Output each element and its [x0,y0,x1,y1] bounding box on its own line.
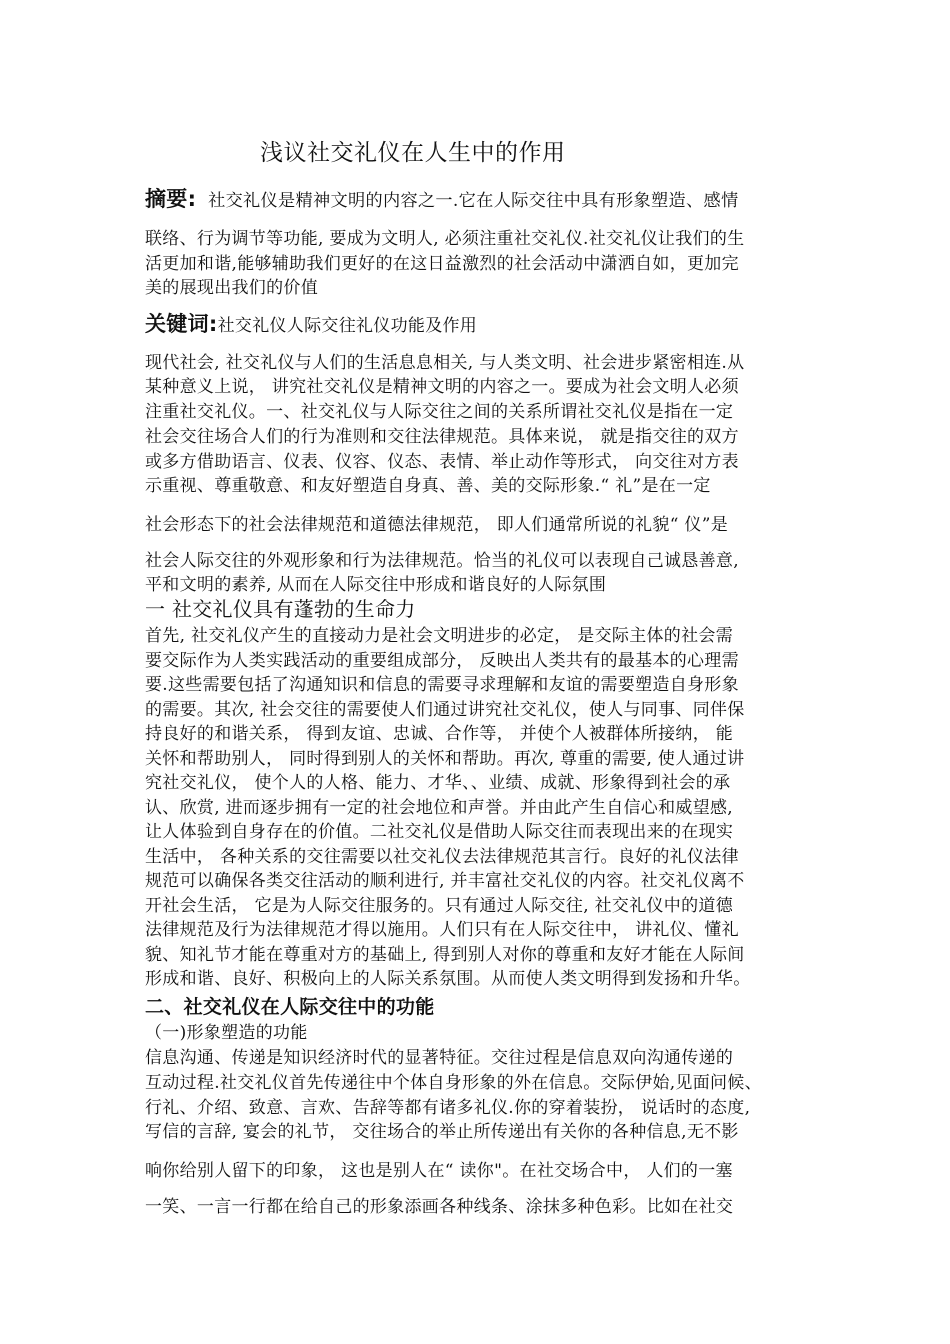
intro-line: 或多方借助语言、仪表、仪容、仪态、表情、举止动作等形式， 向交往对方表 [145,452,739,472]
intro-line: 平和文明的素养, 从而在人际交往中形成和谐良好的人际氛围 [145,575,607,595]
abstract-line-2: 联络、行为调节等功能, 要成为文明人, 必须注重社交礼仪.社交礼仪让我们的生 [145,229,745,249]
intro-line: 社会交往场合人们的行为准则和交往法律规范。具体来说， 就是指交往的双方 [145,427,739,447]
section1-heading: 一 社交礼仪具有蓬勃的生命力 [145,597,416,621]
section2-line: 互动过程.社交礼仪首先传递往中个体自身形象的外在信息。交际伊始,见面问候、 [145,1073,762,1093]
intro-line: 注重社交礼仪。一、社交礼仪与人际交往之间的关系所谓社交礼仪是指在一定 [145,402,734,422]
section1-line: 要.这些需要包括了沟通知识和信息的需要寻求理解和友谊的需要塑造自身形象 [145,675,739,695]
abstract-text-1: 社交礼仪是精神文明的内容之一.它在人际交往中具有形象塑造、感情 [208,191,739,211]
intro-line: 社会人际交往的外观形象和行为法律规范。恰当的礼仪可以表现自己诚恳善意, [145,551,739,571]
section1-line: 关怀和帮助别人， 同时得到别人的关怀和帮助。再次, 尊重的需要, 使人通过讲 [145,749,745,769]
section2-heading: 二、社交礼仪在人际交往中的功能 [145,996,435,1018]
section1-line: 让人体验到自身存在的价值。二社交礼仪是借助人际交往而表现出来的在现实 [145,822,734,842]
section1-line: 认、欣赏, 进而逐步拥有一定的社会地位和声誉。并由此产生自信心和威望感, [145,798,734,818]
section1-line: 的需要。其次, 社会交往的需要使人们通过讲究社交礼仪，使人与同事、同伴保 [145,700,745,720]
intro-line: 现代社会, 社交礼仪与人们的生活息息相关, 与人类文明、社会进步紧密相连.从 [145,353,745,373]
section1-line: 法律规范及行为法律规范才得以施用。人们只有在人际交往中， 讲礼仪、懂礼 [145,920,739,940]
abstract-line-4: 美的展现出我们的价值 [145,278,318,298]
section1-line: 首先, 社交礼仪产生的直接动力是社会文明进步的必定， 是交际主体的社会需 [145,626,734,646]
keywords-line [145,312,477,338]
intro-line: 示重视、尊重敬意、和友好塑造自身真、善、美的交际形象.“ 礼”是在一定 [145,476,711,496]
section1-line: 究社交礼仪， 使个人的人格、能力、才华、、业绩、成就、形象得到社会的承 [145,773,731,793]
section1-line: 持良好的和谐关系， 得到友谊、忠诚、合作等， 并使个人被群体所接纳， 能 [145,724,734,744]
section1-line: 开社会生活， 它是为人际交往服务的。只有通过人际交往, 社交礼仪中的道德 [145,896,734,916]
section2-line: 行礼、介绍、致意、言欢、告辞等都有诸多礼仪.你的穿着装扮， 说话时的态度, [145,1098,751,1118]
section2-line: 一笑、一言一行都在给自己的形象添画各种线条、涂抹多种色彩。比如在社交 [145,1197,734,1217]
section1-line: 形成和谐、良好、积极向上的人际关系氛围。从而使人类文明得到发扬和升华。 [145,969,751,989]
section2-line: 响你给别人留下的印象， 这也是别人在“ 读你"。在社交场合中， 人们的一塞 [145,1161,733,1181]
section1-line: 貌、知礼节才能在尊重对方的基础上, 得到别人对你的尊重和友好才能在人际间 [145,945,745,965]
intro-line: 某种意义上说， 讲究社交礼仪是精神文明的内容之一。要成为社会文明人必须 [145,377,739,397]
keywords-text: 社交礼仪人际交往礼仪功能及作用 [217,316,478,336]
abstract-line-1 [145,187,738,213]
abstract-line-3: 活更加和谐,能够辅助我们更好的在这日益激烈的社会活动中潇洒自如，更加完 [145,254,739,274]
section1-line: 生活中， 各种关系的交往需要以社交礼仪去法律规范其言行。良好的礼仪法律 [145,847,739,867]
section2-subheading: （一)形象塑造的功能 [145,1023,308,1043]
section2-line: 信息沟通、传递是知识经济时代的显著特征。交往过程是信息双向沟通传递的 [145,1048,734,1068]
document-title: 浅议社交礼仪在人生中的作用 [260,140,566,166]
section1-line: 规范可以确保各类交往活动的顺利进行, 并丰富社交礼仪的内容。社交礼仪离不 [145,871,745,891]
keywords-label: 关键词: [145,312,218,336]
section2-line: 写信的言辞, 宴会的礼节， 交往场合的举止所传递出有关你的各种信息,无不影 [145,1122,739,1142]
section1-line: 要交际作为人类实践活动的重要组成部分， 反映出人类共有的最基本的心理需 [145,651,739,671]
intro-line: 社会形态下的社会法律规范和道德法律规范， 即人们通常所说的礼貌“ 仪”是 [145,515,728,535]
abstract-label: 摘要: [145,187,197,211]
